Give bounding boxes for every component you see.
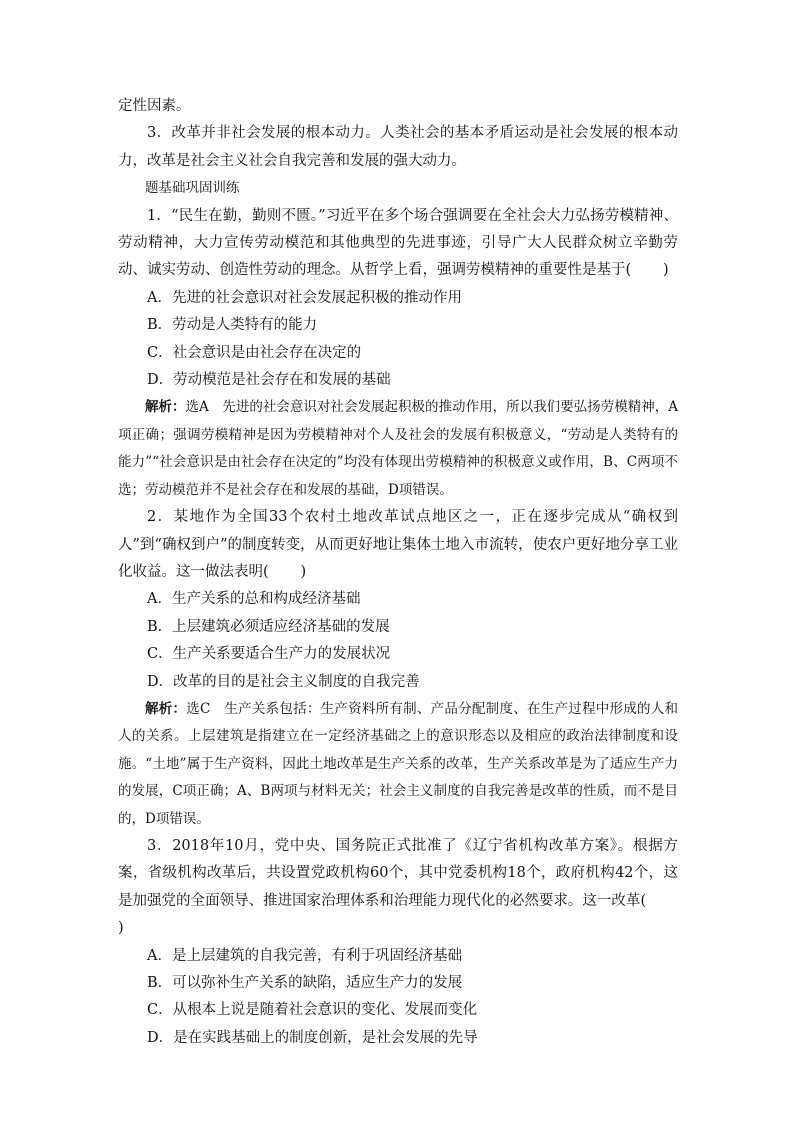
intro-point-3: 3．改革并非社会发展的根本动力。人类社会的基本矛盾运动是社会发展的根本动力，改革是社会主义社会自我完善和发展的强大动力。 (118, 125, 678, 169)
question-1-option-c: C．社会意识是由社会存在决定的 (147, 344, 362, 361)
question-3-option-a: A．是上层建筑的自我完善，有利于巩固经济基础 (147, 947, 462, 964)
question-stem-end: ) (663, 262, 669, 279)
analysis-text: 选A 先进的社会意识对社会发展起积极的推动作用，所以我们要弘扬劳模精神，A项正确；强调劳模精神是因为劳模精神对个人及社会的发展有积极意义，“劳动是人类特有的能力”“社会意识是由社会存在决定的”均没有体现出劳模精神的积极意义或作用，B、C两项不选；劳动模范并不是社会存在和发展的基础，D项错误。 (118, 399, 679, 498)
question-3-option-b: B．可以弥补生产关系的缺陷，适应生产力的发展 (147, 975, 463, 991)
question-2-option-d: D．改革的目的是社会主义制度的自我完善 (147, 673, 420, 690)
question-stem-text: 2．某地作为全国33个农村土地改革试点地区之一，正在逐步完成从“确权到人”到“确权到户”的制度转变，从而更好地让集体土地入市流转，使农户更好地分享工业化收益。这一做法表明( (118, 509, 678, 580)
question-1-option-a: A．先进的社会意识对社会发展起积极的推动作用 (147, 289, 462, 306)
document-content (118, 93, 678, 1052)
question-stem-text: 1．“民生在勤，勤则不匮。”习近平在多个场合强调要在全社会大力弘扬劳模精神、劳动精神，大力宣传劳动模范和其他典型的先进事迹，引导广大人民群众树立辛勤劳动、诚实劳动、创造性劳动的理念。从哲学上看，强调劳模精神的重要性是基于( (118, 207, 678, 279)
question-2-analysis (118, 696, 678, 833)
analysis-label: 解析： (145, 700, 187, 717)
question-3-stem (118, 833, 678, 943)
question-2-stem (118, 504, 678, 586)
analysis-label: 解析： (145, 399, 186, 416)
question-2-option-a: A．生产关系的总和构成经济基础 (147, 591, 361, 608)
question-stem-end: ) (118, 920, 124, 937)
question-stem-text: 3．2018年10月，党中央、国务院正式批准了《辽宁省机构改革方案》。根据方案，省级机构改革后，共设置党政机构60个，其中党委机构18个，政府机构42个，这是加强党的全面领导、推进国家治理体系和治理能力现代化的必然要求。这一改革( (118, 837, 678, 909)
question-stem-end: ) (300, 563, 307, 580)
question-1-option-d: D．劳动模范是社会存在和发展的基础 (147, 372, 391, 389)
intro-line: 定性因素。 (118, 98, 191, 114)
question-2-option-b: B．上层建筑必须适应经济基础的发展 (147, 618, 390, 635)
question-2-option-c: C．生产关系要适合生产力的发展状况 (147, 646, 391, 663)
section-title: 题基础巩固训练 (145, 180, 240, 197)
analysis-text: 选C 生产关系包括：生产资料所有制、产品分配制度、在生产过程中形成的人和人的关系。上层建筑是指建立在一定经济基础之上的意识形态以及相应的政治法律制度和设施。“土地”属于生产资料，因此土地改革是生产关系的改革，生产关系改革是为了适应生产力的发展，C项正确；A、B两项与材料无关；社会主义制度的自我完善是改革的性质，而不是目的，D项错误。 (118, 700, 678, 827)
question-3-option-c: C．从根本上说是随着社会意识的变化、发展而变化 (147, 1002, 478, 1019)
question-3-option-d: D．是在实践基础上的制度创新，是社会发展的先导 (147, 1029, 478, 1046)
question-1-stem (118, 203, 678, 285)
question-1-option-b: B．劳动是人类特有的能力 (147, 317, 318, 334)
question-1-analysis (118, 394, 678, 504)
